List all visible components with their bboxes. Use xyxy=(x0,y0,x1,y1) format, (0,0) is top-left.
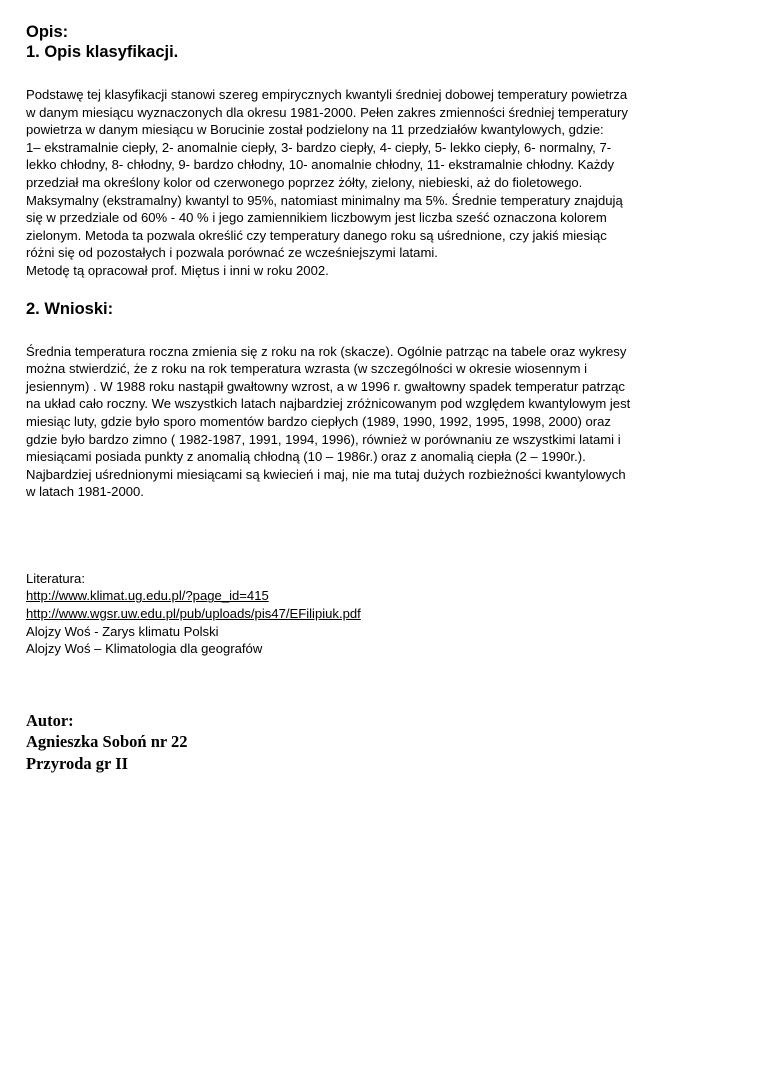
paragraph-line: powietrza w danym miesiącu w Borucinie został podzielony na 11 przedziałów kwantylowych, gdzie: xyxy=(26,122,604,138)
paragraph-line: przedział ma określony kolor od czerwonego poprzez żółty, zielony, niebieski, aż do fioletowego. xyxy=(26,174,583,190)
literature-list xyxy=(26,570,738,658)
literature-book: Alojzy Woś - Zarys klimatu Polski xyxy=(26,623,219,639)
paragraph-line: lekko chłodny, 8- chłodny, 9- bardzo chłodny, 10- anomalnie chłodny, 11- ekstramalnie chłodny. Każdy xyxy=(26,157,615,173)
paragraph-line: 1– ekstramalnie ciepły, 2- anomalnie ciepły, 3- bardzo ciepły, 4- ciepły, 5- lekko ciepły, 6- normalny, 7- xyxy=(26,139,612,155)
paragraph-line: miesiącami posiada punkty z anomalią chłodną (10 – 1986r.) oraz z anomalią ciepła (2 – 1990r.). xyxy=(26,449,586,465)
document-page xyxy=(26,22,738,774)
paragraph-line: Najbardziej uśrednionymi miesiącami są kwiecień i maj, nie ma tutaj dużych rozbieżności kwantylowych xyxy=(26,466,626,482)
literature-link-klimat[interactable]: http://www.klimat.ug.edu.pl/?page_id=415 xyxy=(26,588,269,604)
literature-book: Alojzy Woś – Klimatologia dla geografów xyxy=(26,641,263,657)
paragraph-line: Średnia temperatura roczna zmienia się z roku na rok (skacze). Ogólnie patrząc na tabele oraz wykresy xyxy=(26,343,627,359)
paragraph-line: Metodę tą opracował prof. Miętus i inni w roku 2002. xyxy=(26,262,329,278)
section2-heading: 2. Wnioski: xyxy=(26,299,114,318)
paragraph-line: w danym miesiącu wyznaczonych dla okresu 1981-2000. Pełen zakres zmienności średniej temperatury xyxy=(26,104,628,120)
literature-label: Literatura: xyxy=(26,570,85,586)
section1-paragraph xyxy=(26,86,738,280)
paragraph-line: gdzie było bardzo zimno ( 1982-1987, 1991, 1994, 1996), również w porównaniu ze wszystkimi latami i xyxy=(26,431,621,447)
opis-heading: Opis: xyxy=(26,23,69,41)
paragraph-line: się w przedziale od 60% - 40 % i jego zamiennikiem liczbowym jest liczba sześć oznaczona kolorem xyxy=(26,210,607,226)
author-name: Agnieszka Soboń nr 22 xyxy=(26,732,188,752)
author-group: Przyroda gr II xyxy=(26,753,129,773)
paragraph-line: różni się od pozostałych i pozwala porównać ze wcześniejszymi latami. xyxy=(26,245,438,261)
section2-paragraph xyxy=(26,343,738,501)
paragraph-line: Maksymalny (ekstramalny) kwantyl to 95%, natomiast minimalny ma 5%. Średnie temperatury znajdują xyxy=(26,192,623,208)
author-block xyxy=(26,710,738,775)
literature-link-wgsr[interactable]: http://www.wgsr.uw.edu.pl/pub/uploads/pis47/EFilipiuk.pdf xyxy=(26,606,361,622)
paragraph-line: zielonym. Metoda ta pozwala określić czy temperatury danego roku są uśrednione, czy jakiś miesiąc xyxy=(26,227,607,243)
paragraph-line: Podstawę tej klasyfikacji stanowi szereg empirycznych kwantyli średniej dobowej temperatury powietrza xyxy=(26,87,628,102)
author-label: Autor: xyxy=(26,710,74,730)
paragraph-line: na układ cało roczny. We wszystkich latach najbardziej zróżnicowanym pod względem kwantylowym jest xyxy=(26,396,631,412)
paragraph-line: miesiąc luty, gdzie było sporo momentów bardzo ciepłych (1989, 1990, 1992, 1995, 1998, 2000) oraz xyxy=(26,413,611,429)
paragraph-line: jesiennym) . W 1988 roku nastąpił gwałtowny wzrost, a w 1996 r. gwałtowny spadek temperatur patrząc xyxy=(26,378,625,394)
paragraph-line: można stwierdzić, że z roku na rok temperatura wzrasta (w szczególności w okresie wiosennym i xyxy=(26,361,588,377)
section1-heading: 1. Opis klasyfikacji. xyxy=(26,43,179,61)
paragraph-line: w latach 1981-2000. xyxy=(26,484,144,500)
